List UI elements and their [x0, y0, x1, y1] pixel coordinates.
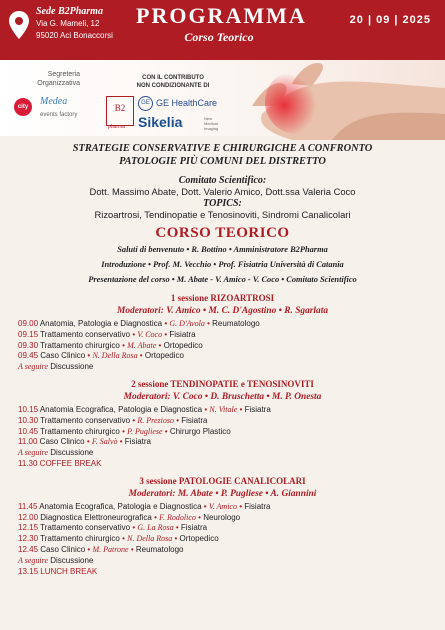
- row-speaker: F. Rodolico: [159, 512, 196, 522]
- intro-block: [0, 242, 445, 287]
- row-speaker: F. Salvò: [91, 437, 118, 447]
- schedule-row: 11.45 Anatomia Ecografica, Patologia e Diagnostica • V. Amico • Fisiatra: [18, 501, 271, 511]
- session-moderators: Moderatori: V. Coco • D. Bruschetta • M. P. Onesta: [123, 391, 322, 402]
- row-speaker: V. Coco: [137, 329, 163, 339]
- course-title-line1: STRATEGIE CONSERVATIVE E CHIRURGICHE A CONFRONTO: [72, 143, 373, 154]
- schedule-row: 12.00 Diagnostica Elettroneurografica • F. Rodolico • Neurologo: [18, 512, 241, 522]
- venue-address-line1: Via G. Mameli, 12: [36, 19, 100, 28]
- b2pharma-caption: pharma: [108, 124, 125, 130]
- break-time: 13.15: [18, 566, 39, 576]
- row-topic: Trattamento chirurgico: [40, 426, 120, 436]
- course-title-line2: PATOLOGIE PIÙ COMUNI DEL DISTRETTO: [119, 156, 326, 167]
- row-topic: Caso Clinico: [39, 437, 85, 447]
- event-date: 20 | 09 | 2025: [349, 14, 431, 26]
- row-time: 11.00: [18, 437, 38, 447]
- location-pin-icon: [8, 10, 30, 40]
- comitato-names: Dott. Massimo Abate, Dott. Valerio Amico, Dott.ssa Valeria Coco: [89, 186, 356, 197]
- discussion-row: [18, 362, 445, 373]
- row-speaker: N. Della Rosa: [92, 351, 138, 361]
- row-role: Reumatologo: [212, 319, 260, 328]
- program-title-box: [136, 2, 307, 56]
- row-role: Fisiatra: [180, 523, 208, 533]
- row-topic: Caso Clinico: [40, 351, 86, 361]
- intro-line: Introduzione • Prof. M. Vecchio • Prof. Fisiatria Università di Catania: [101, 260, 344, 269]
- comitato-label: Comitato Scientifico:: [178, 175, 267, 186]
- segreteria-label: [14, 70, 80, 88]
- row-topic: Anatomia, Patologia e Diagnostica: [39, 319, 163, 328]
- session-heading: 1 sessione RIZOARTROSI: [170, 293, 275, 303]
- row-role: Reumatologo: [135, 544, 184, 554]
- schedule-row: 12.45 Caso Clinico • M. Patrone • Reumatologo: [18, 544, 184, 554]
- row-role: Ortopedico: [144, 351, 184, 361]
- row-topic: Caso Clinico: [40, 544, 86, 554]
- row-speaker: N. Della Rosa: [127, 534, 173, 544]
- row-time: 12.45: [18, 544, 39, 554]
- break-time: 11.30: [18, 458, 38, 468]
- ge-healthcare-logo: [138, 96, 217, 111]
- contributo-label: [118, 74, 228, 90]
- discussion-row: [18, 556, 445, 567]
- row-role: Chirurgo Plastico: [169, 426, 231, 436]
- row-speaker: M. Patrone: [92, 544, 129, 554]
- break-label: COFFEE BREAK: [39, 458, 102, 468]
- session-heading: 2 sessione TENDINOPATIE e TENOSINOVITI: [131, 378, 314, 389]
- city-logo: city: [14, 98, 32, 116]
- program-title: PROGRAMMA: [136, 3, 307, 28]
- row-role: Neurologo: [203, 512, 241, 522]
- program-subtitle: Corso Teorico: [184, 30, 254, 44]
- row-speaker: P. Pugliese: [127, 426, 163, 436]
- row-time: 10.30: [18, 415, 39, 425]
- row-speaker: G. D'Avola: [169, 319, 205, 328]
- row-time: 10.15: [18, 404, 39, 414]
- corso-teorico-heading: CORSO TEORICO: [155, 225, 290, 241]
- row-time: 12.15: [18, 523, 39, 533]
- row-time: 09.45: [18, 351, 39, 361]
- schedule-row: 12.30 Trattamento chirurgico • N. Della Rosa • Ortopedico: [18, 534, 219, 544]
- schedule-row: 12.15 Trattamento conservativo • G. La Rosa • Fisiatra: [18, 523, 208, 533]
- hand-photo: [222, 54, 445, 140]
- segreteria-line2: Organizzativa: [37, 80, 80, 87]
- row-speaker: M. Abate: [127, 340, 157, 350]
- row-topic: Trattamento conservativo: [40, 523, 131, 533]
- events-factory-label: events factory: [40, 112, 78, 118]
- schedule-row: 09.15 Trattamento conservativo • V. Coco • Fisiatra: [18, 329, 196, 339]
- row-topic: Trattamento chirurgico: [40, 340, 120, 350]
- ge-monogram-icon: GE: [138, 96, 153, 111]
- a-seguire-label: A seguire: [18, 448, 48, 458]
- contributo-line1: CON IL CONTRIBUTO: [142, 75, 204, 81]
- discussion-row: [18, 448, 445, 459]
- row-role: Fisiatra: [124, 437, 152, 447]
- contributo-line2: NON CONDIZIONANTE DI: [136, 83, 210, 89]
- discussion-label: Discussione: [50, 555, 94, 565]
- medea-logo: Medea: [40, 96, 68, 107]
- topics-label: TOPICS:: [203, 198, 242, 209]
- break-label: LUNCH BREAK: [40, 566, 98, 576]
- schedule-row: 11.00 Caso Clinico • F. Salvò • Fisiatra: [18, 437, 152, 447]
- course-title: [0, 142, 445, 168]
- sikelia-caption: New Medical Imaging: [204, 116, 219, 131]
- row-time: 09.00: [18, 319, 39, 328]
- row-time: 12.30: [18, 534, 39, 544]
- ge-healthcare-label: GE HealthCare: [156, 97, 218, 108]
- row-topic: Trattamento conservativo: [40, 329, 131, 339]
- program-content: [0, 136, 445, 577]
- row-speaker: V. Amico: [208, 501, 237, 511]
- schedule-row: 10.30 Trattamento conservativo • R. Prezioso • Fisiatra: [18, 415, 208, 425]
- row-topic: Diagnostica Elettroneurografica: [40, 512, 152, 522]
- intro-line: Saluti di benvenuto • R. Bottino • Amministratore B2Pharma: [117, 245, 328, 254]
- b2pharma-logo: B2: [106, 96, 134, 126]
- schedule-row: 09.30 Trattamento chirurgico • M. Abate • Ortopedico: [18, 340, 203, 350]
- row-role: Fisiatra: [181, 415, 208, 425]
- session-moderators: Moderatori: M. Abate • P. Pugliese • A. Giannini: [128, 488, 317, 499]
- lunch-break-row: [18, 567, 445, 578]
- row-role: Fisiatra: [244, 501, 271, 511]
- discussion-label: Discussione: [50, 362, 94, 372]
- sikelia-logo: Sikelia: [138, 114, 183, 130]
- row-speaker: G. La Rosa: [137, 523, 174, 533]
- venue-title: Sede B2Pharma: [36, 6, 103, 17]
- row-speaker: R. Prezioso: [137, 415, 174, 425]
- schedule-row: 10.45 Trattamento chirurgico • P. Pugliese • Chirurgo Plastico: [18, 426, 231, 436]
- schedule-row: 10.15 Anatomia Ecografica, Patologia e Diagnostica • N. Vitale • Fisiatra: [18, 404, 271, 414]
- row-topic: Trattamento chirurgico: [40, 534, 120, 544]
- session-moderators: Moderatori: V. Amico • M. C. D'Agostino • R. Sgarlata: [116, 306, 329, 316]
- session-heading: 3 sessione PATOLOGIE CANALICOLARI: [139, 475, 306, 486]
- coffee-break-row: [18, 459, 445, 470]
- row-role: Ortopedico: [179, 534, 219, 544]
- row-time: 10.45: [18, 426, 39, 436]
- row-topic: Anatomia Ecografica, Patologia e Diagnostica: [39, 404, 203, 414]
- row-topic: Anatomia Ecografica, Patologia e Diagnostica: [39, 501, 202, 511]
- row-role: Fisiatra: [244, 404, 271, 414]
- schedule-row: 09.45 Caso Clinico • N. Della Rosa • Ortopedico: [18, 351, 184, 361]
- venue-address-line2: 95020 Aci Bonaccorsi: [36, 31, 113, 40]
- row-role: Ortopedico: [163, 340, 203, 350]
- a-seguire-label: A seguire: [18, 362, 48, 372]
- venue-info: [36, 6, 113, 42]
- discussion-label: Discussione: [50, 448, 94, 458]
- row-time: 09.30: [18, 340, 39, 350]
- schedule-row: 09.00 Anatomia, Patologia e Diagnostica • G. D'Avola • Reumatologo: [18, 319, 260, 328]
- row-time: 11.45: [18, 501, 38, 511]
- intro-line: Presentazione del corso • M. Abate - V. Amico - V. Coco • Comitato Scientifico: [88, 275, 357, 284]
- row-role: Fisiatra: [169, 329, 196, 339]
- row-speaker: N. Vitale: [209, 404, 238, 414]
- a-seguire-label: A seguire: [18, 555, 48, 565]
- row-time: 09.15: [18, 329, 39, 339]
- row-time: 12.00: [18, 512, 39, 522]
- header-band: [0, 0, 445, 60]
- row-topic: Trattamento conservativo: [40, 415, 131, 425]
- segreteria-line1: Segreteria: [47, 71, 80, 78]
- topics-list: Rizoartrosi, Tendinopatie e Tenosinoviti, Sindromi Canalicolari: [94, 209, 351, 220]
